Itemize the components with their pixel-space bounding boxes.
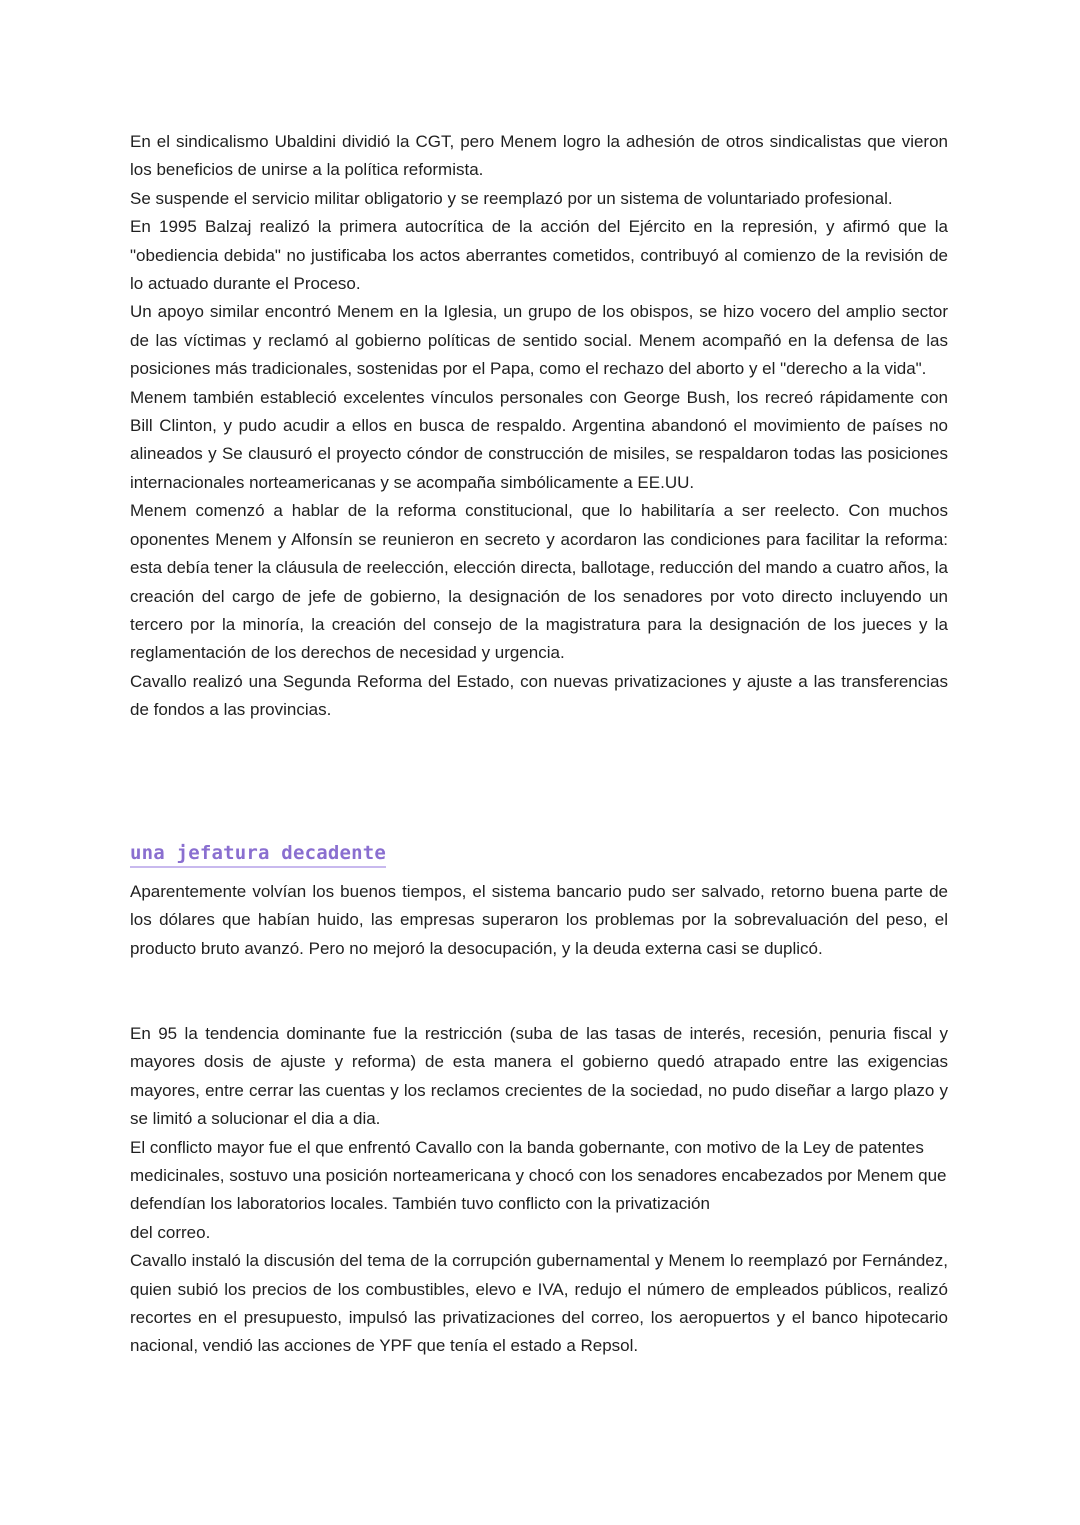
paragraph-servicio-militar: Se suspende el servicio militar obligatorio y se reemplazó por un sistema de voluntariado profesional. <box>130 188 893 208</box>
section-body-1 <box>130 128 948 725</box>
section-heading: una jefatura decadente <box>130 842 386 868</box>
paragraph-conflicto-cavallo: El conflicto mayor fue el que enfrentó Cavallo con la banda gobernante, con motivo de la Ley de patentes medicinales, sostuvo una posición norteamericana y chocó con los senadores encabezados por Menem que defendían los laboratorios locales. También tuvo conflicto con la privatización <box>130 1137 947 1214</box>
paragraph-reforma-constitucional: Menem comenzó a hablar de la reforma constitucional, que lo habilitaría a ser reelecto. Con muchos oponentes Menem y Alfonsín se reunieron en secreto y acordaron las condiciones para facilitar la reforma: esta debía tener la cláusula de reelección, elección directa, ballotage, reducción del mando a cuatro años, la creación del cargo de jefe de gobierno, la designación de los senadores por voto directo incluyendo un tercero por la minoría, la creación del consejo de la magistratura para la designación de los jueces y la reglamentación de los derechos de necesidad y urgencia. <box>130 501 948 663</box>
section-body-2 <box>130 878 948 963</box>
paragraph-iglesia: Un apoyo similar encontró Menem en la Iglesia, un grupo de los obispos, se hizo vocero del amplio sector de las víctimas y reclamó al gobierno políticas de sentido social. Menem acompañó en la defensa de las posiciones más tradicionales, sostenidas por el Papa, como el rechazo del aborto y el "derecho a la vida". <box>130 302 948 379</box>
paragraph-buenos-tiempos: Aparentemente volvían los buenos tiempos, el sistema bancario pudo ser salvado, retorno buena parte de los dólares que habían huido, las empresas superaron los problemas por la sobrevaluación del peso, el producto bruto avanzó. Pero no mejoró la desocupación, y la deuda externa casi se duplicó. <box>130 882 948 958</box>
paragraph-restriccion: En 95 la tendencia dominante fue la restricción (suba de las tasas de interés, recesión, penuria fiscal y mayores dosis de ajuste y reforma) de esta manera el gobierno quedó atrapado entre las exigencias mayores, entre cerrar las cuentas y los reclamos crecientes de la sociedad, no pudo diseñar a largo plazo y se limitó a solucionar el dia a dia. <box>130 1024 948 1129</box>
paragraph-sindicalismo: En el sindicalismo Ubaldini dividió la CGT, pero Menem logro la adhesión de otros sindicalistas que vieron los beneficios de unirse a la política reformista. <box>130 132 948 180</box>
paragraph-balzaj: En 1995 Balzaj realizó la primera autocrítica de la acción del Ejército en la represión, y afirmó que la "obediencia debida" no justificaba los actos aberrantes cometidos, contribuyó al comienzo de la revisión de lo actuado durante el Proceso. <box>130 217 948 294</box>
paragraph-vinculos-eeuu: Menem también estableció excelentes vínculos personales con George Bush, los recreó rápidamente con Bill Clinton, y pudo acudir a ellos en busca de respaldo. Argentina abandonó el movimiento de países no alineados y Se clausuró el proyecto cóndor de construcción de misiles, se respaldaron todas las posiciones internacionales norteamericanas y se acompaña simbólicamente a EE.UU. <box>130 387 948 492</box>
paragraph-corrupcion: Cavallo instaló la discusión del tema de la corrupción gubernamental y Menem lo reemplazó por Fernández, quien subió los precios de los combustibles, elevo e IVA, redujo el número de empleados públicos, realizó recortes en el presupuesto, impulsó las privatizaciones del correo, los aeropuertos y el banco hipotecario nacional, vendió las acciones de YPF que tenía el estado a Repsol. <box>130 1251 948 1356</box>
paragraph-correo: del correo. <box>130 1222 211 1242</box>
paragraph-segunda-reforma: Cavallo realizó una Segunda Reforma del Estado, con nuevas privatizaciones y ajuste a las transferencias de fondos a las provincias. <box>130 671 948 720</box>
section-body-3 <box>130 1020 948 1361</box>
